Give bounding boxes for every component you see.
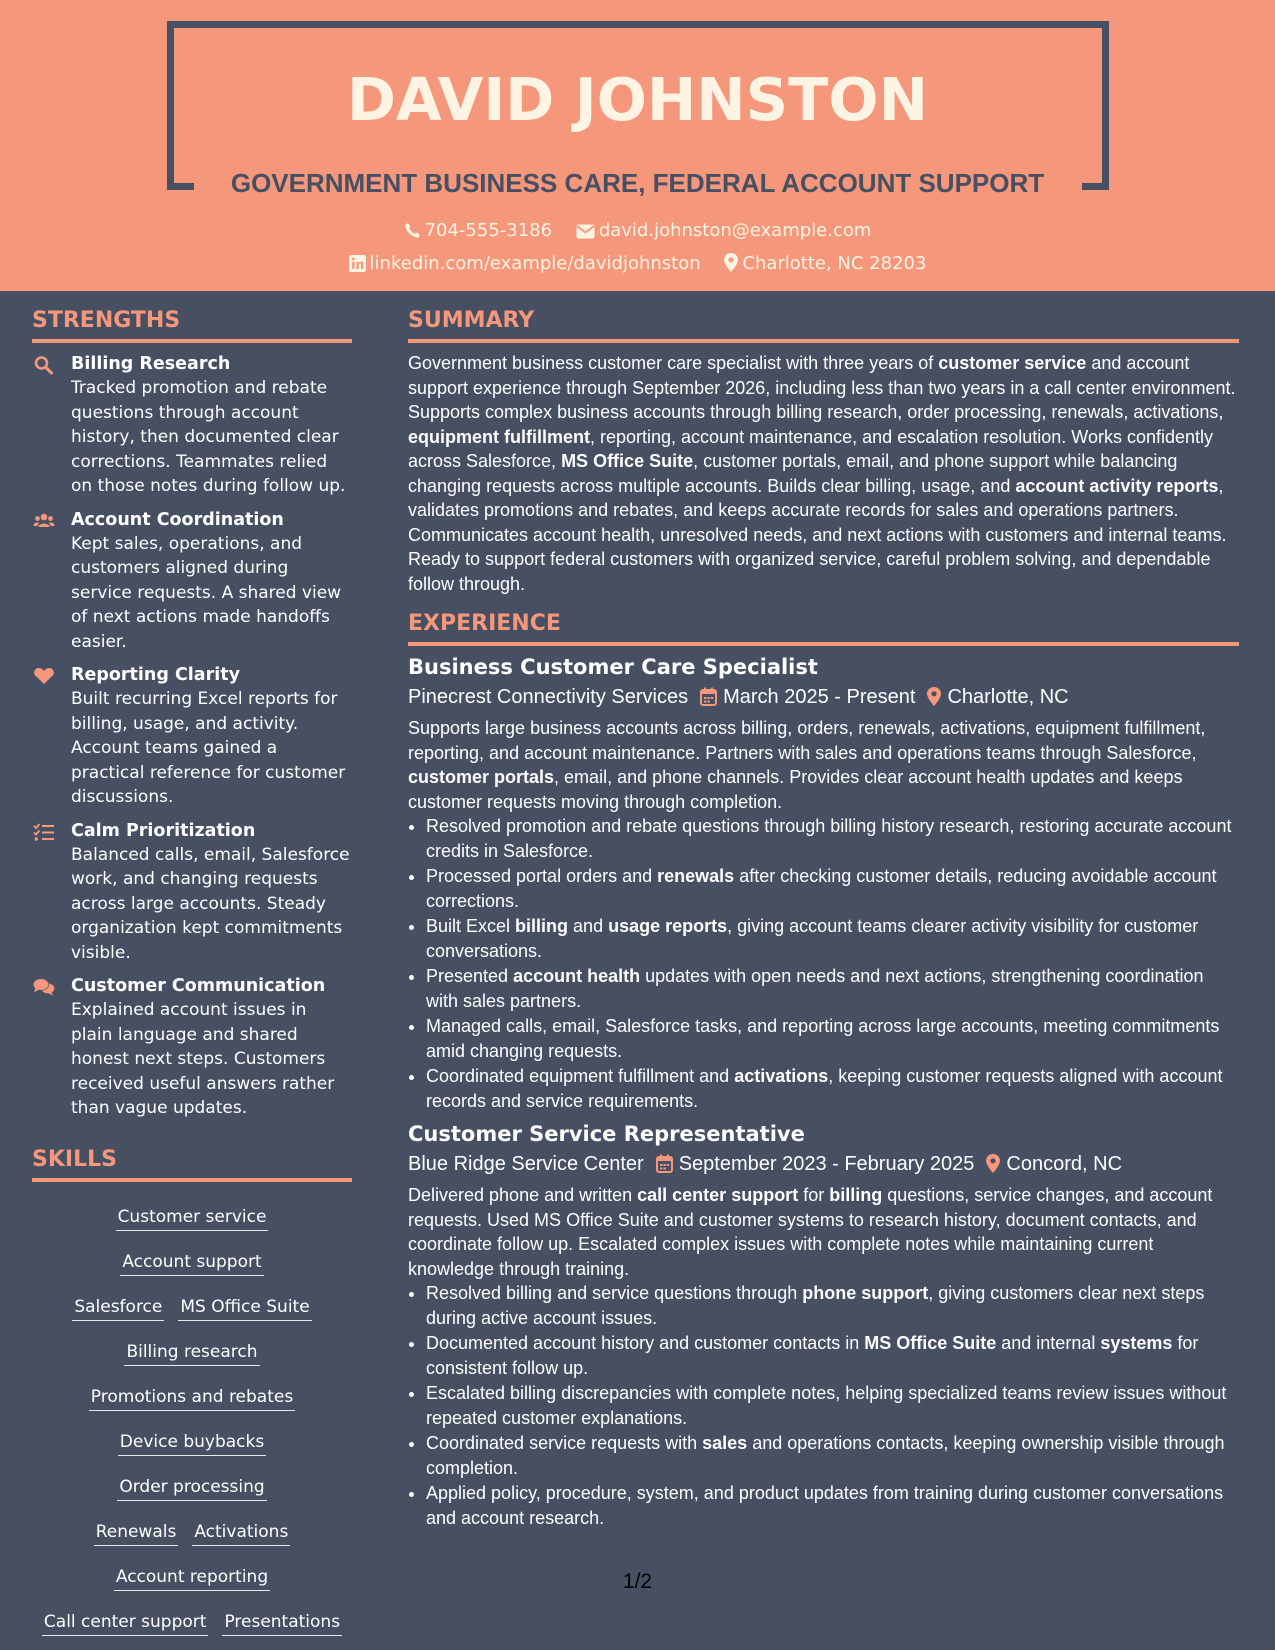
skill-tag: Account reporting — [114, 1566, 270, 1591]
skill-tag: Billing research — [124, 1341, 259, 1366]
strength-item — [32, 508, 352, 655]
experience-heading: EXPERIENCE — [408, 608, 1239, 646]
text-run: , reporting, account maintenance, and escalation resolution. Works confidently across Salesforce, — [408, 426, 1214, 471]
emphasis-text: activations — [734, 1066, 829, 1086]
job-bullets — [408, 814, 1239, 1113]
bullet-item — [426, 864, 1239, 913]
frame-tick-right — [1082, 183, 1109, 190]
emphasis-text: sales — [702, 1433, 748, 1453]
skill-tag: Customer service — [116, 1206, 269, 1231]
contact-row-2 — [0, 252, 1275, 276]
bullet-item — [426, 814, 1239, 863]
emphasis-text: equipment fulfillment — [408, 426, 590, 447]
strength-description: Kept sales, operations, and customers aligned during service requests. A shared view of next actions made handoffs easier. — [71, 533, 342, 652]
strength-item — [32, 819, 352, 966]
strength-item — [32, 663, 352, 810]
envelope-icon — [576, 224, 595, 239]
strength-item — [32, 352, 352, 499]
text-run: Escalated billing discrepancies with complete notes, helping specialized teams review issues without repeated customer explanations. — [426, 1383, 1227, 1428]
text-run: and — [568, 916, 609, 936]
text-run: after checking customer details, reducing avoidable account corrections. — [426, 866, 1217, 911]
calendar-icon — [700, 687, 717, 706]
strength-description: Tracked promotion and rebate questions through account history, then documented clear corrections. Teammates relied on those notes during follow up. — [71, 378, 346, 496]
job-meta — [408, 682, 1239, 712]
bullet-item — [426, 964, 1239, 1013]
skill-tag: Device buybacks — [118, 1431, 266, 1456]
strength-description: Explained account issues in plain language and shared honest next steps. Customers received useful answers rather than vague updates. — [71, 1000, 335, 1118]
search-icon — [33, 355, 55, 375]
text-run: and account support experience through September 2026, including less than two years in a call center environment. Supports complex business accounts through billing research, order processing, renewals, activations, — [408, 353, 1236, 422]
job-dates: September 2023 - February 2025 — [678, 1153, 975, 1175]
strength-description: Built recurring Excel reports for billing, usage, and activity. Account teams gained a practical reference for customer discussions. — [71, 689, 346, 807]
text-run: , validates promotions and rebates, and keeps accurate records for sales and operations partners. Communicates account health, unresolved needs, and next actions with customers and internal teams. Ready to support federal customers with organized service, careful problem solving, and dependable follow through. — [408, 475, 1227, 594]
job-title: Business Customer Care Specialist — [408, 655, 818, 679]
bullet-item — [426, 1431, 1239, 1480]
text-run: Processed portal orders and — [426, 866, 658, 886]
skill-tag: Call center support — [42, 1611, 209, 1636]
bullet-item — [426, 1064, 1239, 1113]
location-contact: Charlotte, NC 28203 — [724, 252, 926, 276]
summary-text — [408, 351, 1239, 596]
frame-tick-left — [167, 183, 194, 190]
map-pin-icon — [724, 253, 738, 272]
text-run: and internal — [996, 1333, 1101, 1353]
candidate-title: GOVERNMENT BUSINESS CARE, FEDERAL ACCOUNT SUPPORT — [200, 166, 1075, 200]
chat-icon — [33, 977, 55, 997]
strength-title: Account Coordination — [71, 509, 284, 530]
text-run: , email, and phone channels. Provides clear account health updates and keeps customer requests moving through completion. — [408, 767, 1183, 812]
text-run: , customer portals, email, and phone support while balancing changing requests across multiple accounts. Builds clear billing, usage, and — [408, 451, 1178, 496]
users-icon — [33, 511, 55, 531]
text-run: for consistent follow up. — [426, 1333, 1199, 1378]
job-description — [408, 716, 1239, 814]
emphasis-text: MS Office Suite — [864, 1333, 997, 1353]
emphasis-text: billing — [829, 1185, 883, 1205]
text-run: and operations contacts, keeping ownership visible through completion. — [426, 1433, 1225, 1478]
emphasis-text: call center support — [637, 1185, 799, 1205]
job-location: Concord, NC — [1006, 1153, 1123, 1175]
skills-heading: SKILLS — [32, 1144, 352, 1182]
bullet-item — [426, 1381, 1239, 1430]
linkedin-icon — [349, 255, 366, 272]
text-run: Delivered phone and written — [408, 1185, 638, 1205]
text-run: Presented — [426, 966, 514, 986]
emphasis-text: account health — [513, 966, 641, 986]
bullet-item — [426, 1481, 1239, 1530]
text-run: Documented account history and customer contacts in — [426, 1333, 865, 1353]
skill-tag: Presentations — [222, 1611, 342, 1636]
text-run: updates with open needs and next actions, strengthening coordination with sales partners. — [426, 966, 1204, 1011]
text-run: Managed calls, email, Salesforce tasks, and reporting across large accounts, meeting commitments amid changing requests. — [426, 1016, 1220, 1061]
linkedin-contact[interactable]: linkedin.com/example/davidjohnston — [349, 252, 701, 276]
text-run: for — [798, 1185, 830, 1205]
emphasis-text: account activity reports — [1015, 475, 1219, 496]
strength-item — [32, 974, 352, 1121]
skill-tag: Activations — [192, 1521, 290, 1546]
emphasis-text: renewals — [657, 866, 735, 886]
job-description — [408, 1183, 1239, 1281]
skill-tag: Account support — [120, 1251, 263, 1276]
skill-tag: Salesforce — [72, 1296, 164, 1321]
map-pin-icon — [986, 1154, 1000, 1173]
phone-icon — [404, 222, 421, 239]
text-run: Coordinated equipment fulfillment and — [426, 1066, 735, 1086]
list-check-icon — [33, 822, 55, 842]
skill-tag: Promotions and rebates — [89, 1386, 295, 1411]
skill-tag: Order processing — [117, 1476, 266, 1501]
text-run: , giving account teams clearer activity visibility for customer conversations. — [426, 916, 1199, 961]
main-column — [408, 305, 1239, 1531]
strength-title: Reporting Clarity — [71, 665, 241, 685]
strengths-heading: STRENGTHS — [32, 305, 352, 343]
strength-title: Billing Research — [71, 354, 231, 374]
job-bullets — [408, 1281, 1239, 1530]
text-run: , giving customers clear next steps during active account issues. — [426, 1283, 1205, 1328]
header-band — [0, 0, 1275, 291]
text-run: Supports large business accounts across billing, orders, renewals, activations, equipment fulfillment, reporting, and account maintenance. Partners with sales and operations teams through Salesforce, — [408, 718, 1206, 763]
text-run: Resolved promotion and rebate questions through billing history research, restoring accurate account credits in Salesforce. — [426, 816, 1232, 861]
bullet-item — [426, 1331, 1239, 1380]
emphasis-text: systems — [1100, 1333, 1173, 1353]
job-location: Charlotte, NC — [947, 686, 1069, 708]
company-name: Pinecrest Connectivity Services — [408, 686, 689, 708]
skill-tag: MS Office Suite — [178, 1296, 311, 1321]
text-run: Applied policy, procedure, system, and product updates from training during customer conversations and account research. — [426, 1483, 1224, 1528]
skill-tag: Renewals — [94, 1521, 179, 1546]
text-run: Government business customer care specialist with three years of — [408, 353, 939, 373]
page-indicator: 1/2 — [622, 1570, 653, 1593]
job-title: Customer Service Representative — [408, 1122, 805, 1146]
summary-heading: SUMMARY — [408, 305, 1239, 343]
strength-description: Balanced calls, email, Salesforce work, and changing requests across large accounts. Steady organization kept commitments visible. — [71, 844, 350, 963]
text-run: questions, service changes, and account requests. Used MS Office Suite and customer systems to research history, document contacts, and coordinate follow up. Escalated complex issues with complete notes while maintaining current knowledge through training. — [408, 1185, 1213, 1279]
job-meta — [408, 1149, 1239, 1179]
heart-icon — [33, 666, 55, 686]
bullet-item — [426, 1014, 1239, 1063]
email-contact[interactable]: david.johnston@example.com — [576, 219, 872, 243]
calendar-icon — [656, 1154, 673, 1173]
text-run: , keeping customer requests aligned with account records and service requirements. — [426, 1066, 1223, 1111]
emphasis-text: customer service — [938, 353, 1087, 373]
job-dates: March 2025 - Present — [723, 686, 916, 708]
candidate-name: DAVID JOHNSTON — [347, 65, 928, 134]
strength-title: Customer Communication — [71, 976, 326, 996]
sidebar — [32, 305, 352, 1644]
job-entry — [408, 1119, 1239, 1530]
emphasis-text: billing — [515, 916, 569, 936]
strength-title: Calm Prioritization — [71, 820, 256, 841]
text-run: Resolved billing and service questions through — [426, 1283, 803, 1303]
bullet-item — [426, 914, 1239, 963]
bullet-item — [426, 1281, 1239, 1330]
company-name: Blue Ridge Service Center — [408, 1153, 644, 1175]
emphasis-text: usage reports — [608, 916, 728, 936]
map-pin-icon — [927, 687, 941, 706]
text-run: Built Excel — [426, 916, 516, 936]
contact-row-1 — [0, 219, 1275, 243]
emphasis-text: phone support — [802, 1283, 929, 1303]
emphasis-text: customer portals — [408, 767, 555, 787]
text-run: Coordinated service requests with — [426, 1433, 703, 1453]
emphasis-text: MS Office Suite — [561, 451, 694, 471]
phone-contact: 704-555-3186 — [404, 219, 553, 243]
job-entry — [408, 652, 1239, 1113]
